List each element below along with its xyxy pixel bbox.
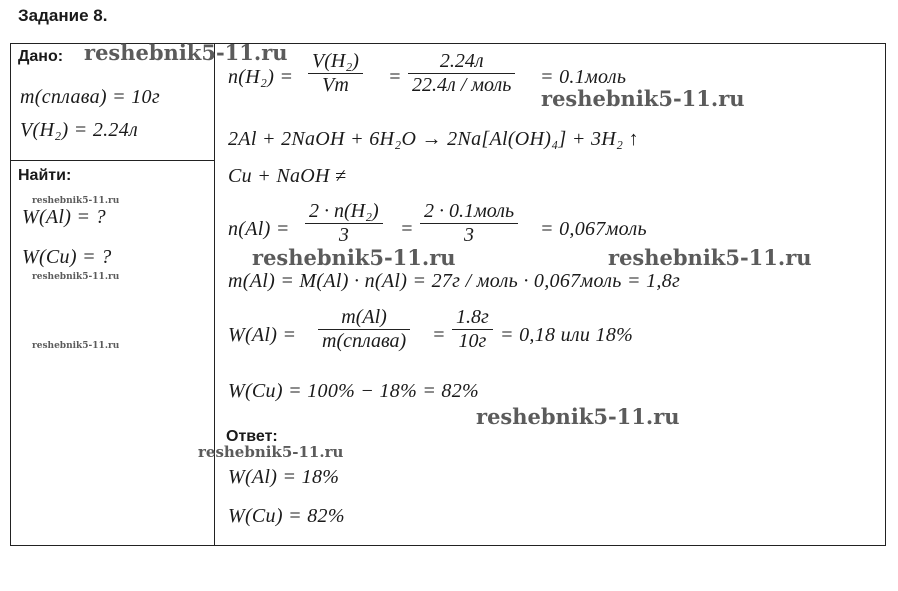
given-item: V(H₂) = 2.24л <box>20 119 139 141</box>
watermark: reshebnik5-11.ru <box>252 245 456 270</box>
denominator: 3 <box>338 224 349 246</box>
watermark: reshebnik5-11.ru <box>32 272 120 282</box>
denominator: 22.4л / моль <box>412 74 512 96</box>
no-reaction: Cu + NaOH ≠ <box>228 165 347 187</box>
solution-lhs: n(Al) = <box>228 218 290 240</box>
result: = 0,18 или 18% <box>500 324 634 346</box>
numerator: 2.24л <box>439 50 484 72</box>
fraction <box>408 50 515 97</box>
fraction <box>420 200 518 247</box>
equals: = <box>388 66 402 88</box>
equals: = <box>432 324 446 346</box>
numerator: 2 · n(H₂) <box>309 200 379 222</box>
task-title: Задание 8. <box>18 6 108 25</box>
fraction <box>308 50 363 97</box>
solution-table <box>10 43 886 546</box>
numerator: V(H₂) <box>312 50 359 72</box>
cu-fraction: W(Cu) = 100% − 18% = 82% <box>228 380 479 402</box>
given-label: Дано: <box>18 48 64 65</box>
watermark: reshebnik5-11.ru <box>84 40 288 65</box>
numerator: 2 · 0.1моль <box>424 200 515 222</box>
given-item: m(сплава) = 10г <box>20 86 160 108</box>
numerator: m(Al) <box>341 306 387 328</box>
watermark: reshebnik5-11.ru <box>476 404 680 429</box>
find-item: W(Al) = ? <box>22 206 106 228</box>
watermark: reshebnik5-11.ru <box>541 86 745 111</box>
watermark: reshebnik5-11.ru <box>32 341 120 351</box>
answer-item: W(Al) = 18% <box>228 466 340 488</box>
solution-lhs: W(Al) = <box>228 324 297 346</box>
answer-item: W(Cu) = 82% <box>228 505 345 527</box>
numerator: 1.8г <box>456 306 489 328</box>
watermark: reshebnik5-11.ru <box>32 196 120 206</box>
result: = 0,067моль <box>540 218 647 240</box>
reaction-equation: 2Al + 2NaOH + 6H₂O → 2Na[Al(OH)₄] + 3H₂ ↑ <box>228 128 639 150</box>
find-label: Найти: <box>18 167 72 184</box>
fraction <box>318 306 410 353</box>
result: = 0.1моль <box>540 66 627 88</box>
watermark: reshebnik5-11.ru <box>608 245 812 270</box>
denominator: m(сплава) <box>322 330 407 352</box>
solution-lhs: n(H₂) = <box>228 66 294 88</box>
find-item: W(Cu) = ? <box>22 246 112 268</box>
column-divider <box>214 43 215 546</box>
fraction <box>305 200 383 247</box>
denominator: Vm <box>322 74 349 96</box>
given-find-divider <box>10 160 215 161</box>
equals: = <box>400 218 414 240</box>
denominator: 3 <box>464 224 475 246</box>
watermark: reshebnik5-11.ru <box>198 443 344 461</box>
answer-label: Ответ: <box>226 428 278 445</box>
fraction <box>452 306 493 353</box>
mass-calculation: m(Al) = M(Al) · n(Al) = 27г / моль · 0,067моль = 1,8г <box>228 270 681 292</box>
denominator: 10г <box>458 330 487 352</box>
